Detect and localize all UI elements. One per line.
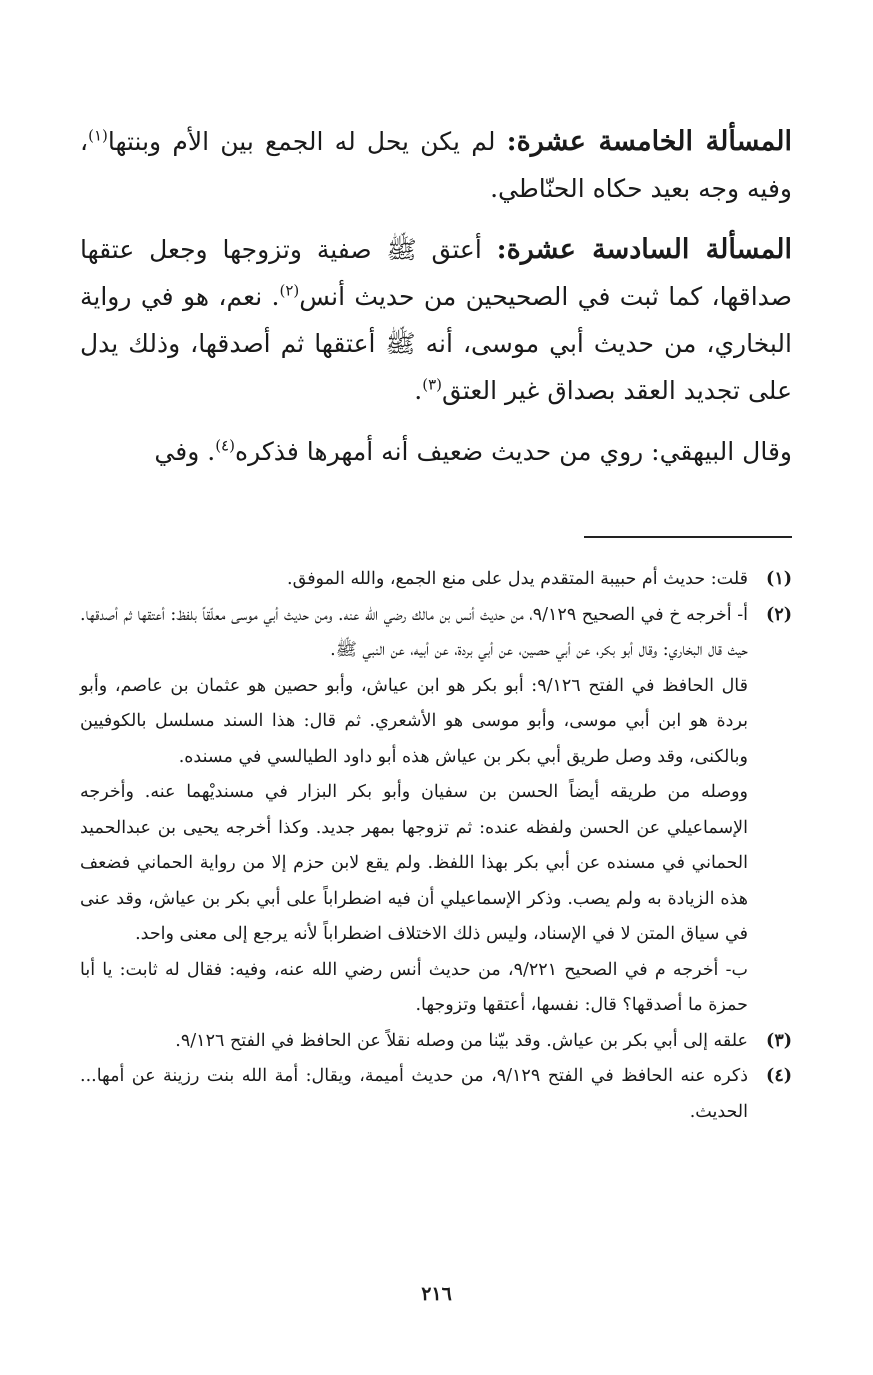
paragraph xyxy=(80,428,792,475)
paragraph-text: . نعم، هو في رواية البخاري، من حديث أبي موسى، أنه ﷺ أعتقها ثم أصدقها، وذلك يدل على تجديد العقد بصداق غير العتق xyxy=(80,282,792,405)
footnote xyxy=(80,562,792,598)
paragraph-text: أعتق ﷺ صفية وتزوجها وجعل عتقها صداقها، كما ثبت في الصحيحين من حديث أنس xyxy=(80,235,793,311)
footnote-ref: (٣) xyxy=(422,375,442,394)
footnote xyxy=(80,1059,792,1130)
footnote-divider xyxy=(584,536,792,538)
main-text xyxy=(80,118,792,489)
footnote xyxy=(80,598,792,1024)
footnote-text: قال الحافظ في الفتح ٩/١٢٦: أبو بكر هو ابن عياش، وأبو حصين هو عثمان بن عاصم، وأبو بردة هو ابن أبي موسى، وأبو موسى هو الأشعري. ثم قال: هذا السند مسلسل بالكوفيين وبالكنى، وقد وصل طريق أبي بكر بن عياش هذه أبو داود الطيالسي في مسنده. xyxy=(80,675,748,767)
paragraph-text: لم يكن يحل له الجمع بين الأم وبنتها xyxy=(107,127,507,156)
footnote-text: ب- أخرجه م في الصحيح ٩/٢٢١، من حديث أنس رضي الله عنه، وفيه: فقال له ثابت: يا أبا حمزة ما أصدقها؟ قال: نفسها، أعتقها وتزوجها. xyxy=(80,959,748,1015)
footnote-ref: (١) xyxy=(88,126,108,145)
footnote-number: (٢) xyxy=(766,604,792,625)
page-number: ٢١٦ xyxy=(421,1283,452,1305)
paragraph xyxy=(80,226,792,414)
footnote-number: (٣) xyxy=(766,1030,792,1051)
footnotes xyxy=(80,562,792,1130)
paragraph xyxy=(80,118,792,212)
footnote-ref: (٢) xyxy=(279,281,300,300)
paragraph-text: وقال البيهقي: روي من حديث ضعيف أنه أمهرها فذكره xyxy=(234,437,792,466)
footnote-text: ووصله من طريقه أيضاً الحسن بن سفيان وأبو بكر البزار في مسنديْهما عنه. وأخرجه الإسماعيلي عن الحسن ولفظه عنده: ثم تزوجها بمهر جديد. وكذا أخرجه يحيى بن عبدالحميد الحماني في مسنده عن أبي بكر بهذا اللفظ. ولم يقع لابن حزم إلا من رواية الحماني فضعف هذه الزيادة به ولم يصب. وذكر الإسماعيلي أن فيه اضطراباً على أبي بكر بن عياش، وقد عنى في سياق المتن لا في الإسناد، وليس ذلك الاختلاف اضطراباً لأنه يرجع إلى معنى واحد. xyxy=(80,782,748,944)
footnote-text: علقه إلى أبي بكر بن عياش. وقد بيّنا من وصله نقلاً عن الحافظ في الفتح ٩/١٢٦. xyxy=(175,1030,748,1051)
footnote-text: أ- أخرجه خ في الصحيح ٩/١٢٩، من حديث أنس بن مالك رضي الله عنه. ومن حديث أبي موسى معلّقاً بلفظ: أعتقها ثم أصدقها. حيث قال البخاري: وقال أبو بكر، عن أبي حصين، عن أبي بردة، عن أبيه، عن النبي ﷺ. xyxy=(80,604,748,660)
issue-heading: المسألة الخامسة عشرة: xyxy=(506,126,792,157)
issue-heading: المسألة السادسة عشرة: xyxy=(496,234,792,265)
footnote-text: قلت: حديث أم حبيبة المتقدم يدل على منع الجمع، والله الموفق. xyxy=(287,569,748,589)
footnote-ref: (٤) xyxy=(215,436,235,455)
paragraph-text: . وفي xyxy=(154,437,216,466)
footnote-number: (٤) xyxy=(766,1066,792,1086)
paragraph-text: ، وفيه وجه بعيد حكاه الحنّاطي. xyxy=(80,127,792,203)
paragraph-text: . xyxy=(414,376,423,405)
footnote-number: (١) xyxy=(766,569,792,589)
footnote-text: ذكره عنه الحافظ في الفتح ٩/١٢٩، من حديث أميمة، ويقال: أمة الله بنت رزينة عن أمها... الحديث. xyxy=(80,1066,748,1122)
footnote xyxy=(80,1024,792,1060)
